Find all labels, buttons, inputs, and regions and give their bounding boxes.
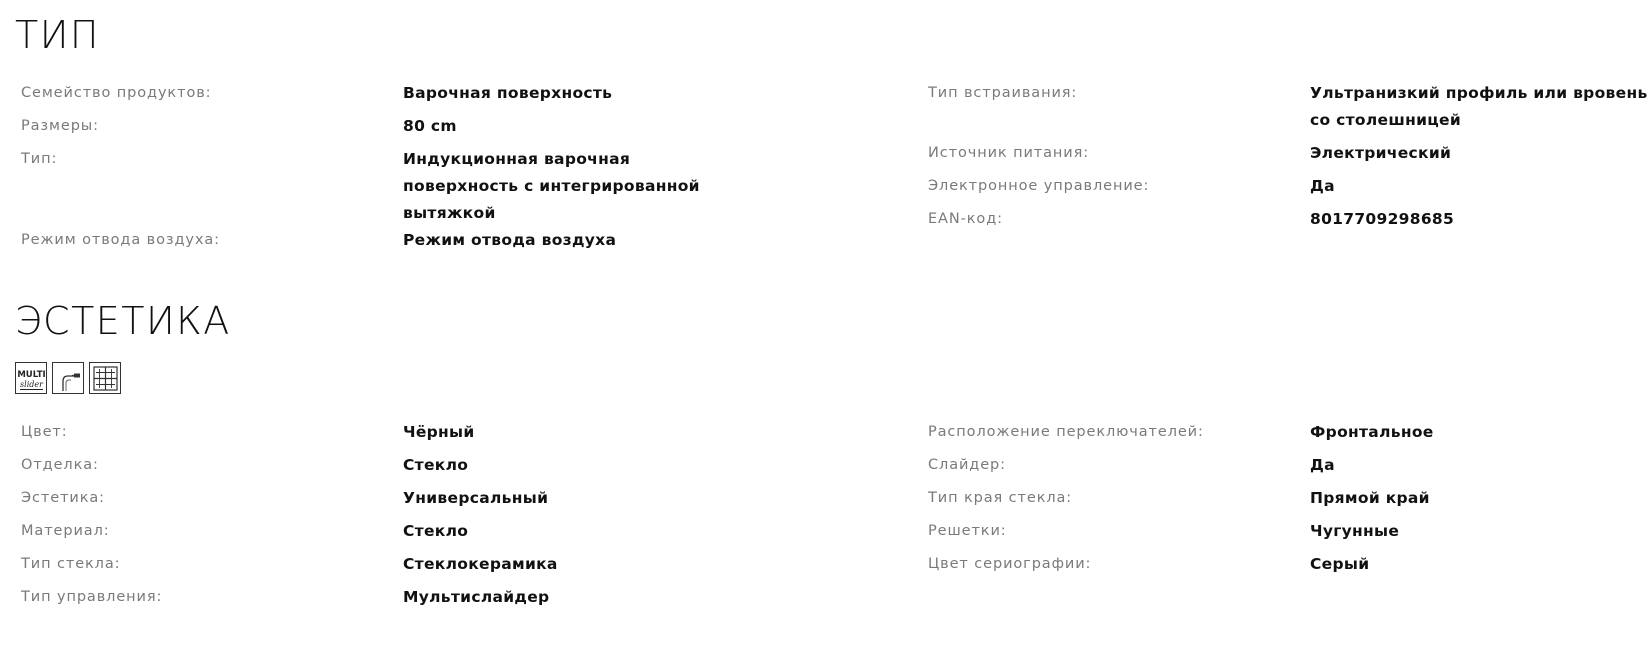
spec-value: Серый	[1310, 555, 1370, 573]
spec-label: EAN-код:	[928, 211, 1003, 227]
spec-label: Отделка:	[21, 457, 99, 473]
spec-label: Электронное управление:	[928, 178, 1150, 194]
feature-icons	[15, 362, 121, 394]
spec-row-type	[15, 146, 775, 227]
multi-slider-icon-line1: MULTI	[16, 369, 46, 380]
spec-label: Источник питания:	[928, 145, 1090, 161]
spec-value: Да	[1310, 456, 1335, 474]
spec-label: Тип встраивания:	[928, 85, 1078, 101]
cast-iron-grates-icon	[89, 362, 121, 394]
section-title-type: ТИП	[15, 13, 100, 57]
aesthetics-specs-right-column	[922, 419, 1650, 584]
spec-row-dimensions	[15, 113, 775, 146]
spec-value: Фронтальное	[1310, 423, 1434, 441]
spec-row-material	[15, 518, 775, 551]
spec-label: Решетки:	[928, 523, 1007, 539]
spec-label: Слайдер:	[928, 457, 1006, 473]
spec-row-slider	[922, 452, 1650, 485]
spec-label: Размеры:	[21, 118, 99, 134]
spec-label: Тип управления:	[21, 589, 163, 605]
spec-row-grates	[922, 518, 1650, 551]
spec-row-product-family	[15, 80, 775, 113]
spec-label: Цвет:	[21, 424, 68, 440]
spec-row-finish	[15, 452, 775, 485]
spec-value: Ультранизкий профиль или вровень со столешницей	[1310, 84, 1648, 129]
spec-value: Чёрный	[403, 423, 475, 441]
aesthetics-specs-left-column	[15, 419, 775, 617]
spec-label: Расположение переключателей:	[928, 424, 1204, 440]
spec-row-electronic-control	[922, 173, 1650, 206]
spec-value: 8017709298685	[1310, 210, 1455, 228]
front-knob-position-icon	[52, 362, 84, 394]
spec-row-power-source	[922, 140, 1650, 173]
spec-value: Стекло	[403, 522, 469, 540]
spec-label: Режим отвода воздуха:	[21, 232, 220, 248]
spec-label: Материал:	[21, 523, 110, 539]
spec-row-glass-type	[15, 551, 775, 584]
spec-value: Да	[1310, 177, 1335, 195]
multi-slider-icon-line2: slider	[19, 379, 43, 389]
spec-row-glass-edge	[922, 485, 1650, 518]
spec-value: Режим отвода воздуха	[403, 231, 617, 249]
spec-label: Эстетика:	[21, 490, 105, 506]
spec-label: Тип стекла:	[21, 556, 121, 572]
spec-row-air-mode	[15, 227, 775, 260]
spec-row-serigraphy-color	[922, 551, 1650, 584]
spec-row-control-type	[15, 584, 775, 617]
multi-slider-icon	[15, 362, 47, 394]
spec-value: Электрический	[1310, 144, 1452, 162]
spec-label: Тип края стекла:	[928, 490, 1073, 506]
spec-value: Варочная поверхность	[403, 84, 613, 102]
spec-label: Семейство продуктов:	[21, 85, 212, 101]
spec-value: Прямой край	[1310, 489, 1430, 507]
type-specs-right-column	[922, 80, 1650, 239]
spec-row-aesthetics	[15, 485, 775, 518]
spec-label: Цвет сериографии:	[928, 556, 1092, 572]
spec-row-knob-position	[922, 419, 1650, 452]
spec-value: Стеклокерамика	[403, 555, 558, 573]
spec-label: Тип:	[21, 151, 58, 167]
spec-value: Чугунные	[1310, 522, 1400, 540]
type-specs-left-column	[15, 80, 775, 260]
spec-row-ean	[922, 206, 1650, 239]
spec-row-installation-type	[922, 80, 1650, 140]
section-title-aesthetics: ЭСТЕТИКА	[15, 299, 231, 343]
spec-value: 80 cm	[403, 117, 457, 135]
spec-value: Универсальный	[403, 489, 549, 507]
spec-value: Стекло	[403, 456, 469, 474]
spec-value: Индукционная варочная поверхность с интегрированной вытяжкой	[403, 150, 700, 222]
spec-value: Мультислайдер	[403, 588, 550, 606]
spec-row-color	[15, 419, 775, 452]
